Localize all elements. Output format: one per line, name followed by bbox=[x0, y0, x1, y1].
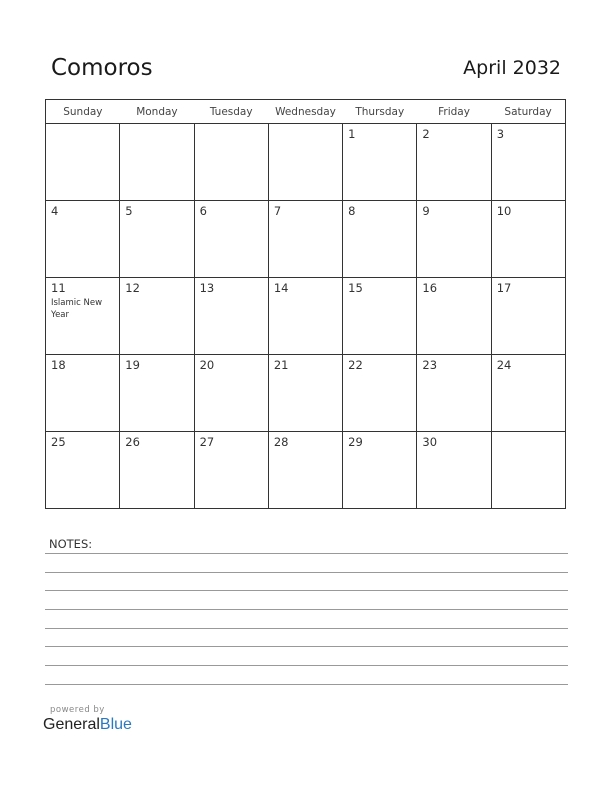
day-number: 5 bbox=[125, 204, 133, 218]
day-number: 12 bbox=[125, 281, 140, 295]
day-cell bbox=[194, 278, 268, 355]
day-number: 30 bbox=[422, 435, 438, 449]
day-number: 8 bbox=[348, 204, 356, 218]
day-number: 9 bbox=[422, 204, 430, 218]
weekday-wednesday: Wednesday bbox=[268, 100, 342, 124]
day-number: 27 bbox=[199, 435, 215, 449]
week-row bbox=[46, 432, 566, 509]
day-number: 14 bbox=[273, 281, 289, 295]
week-row bbox=[46, 278, 566, 355]
day-cell bbox=[491, 278, 565, 355]
calendar-grid bbox=[45, 99, 566, 509]
day-number: 18 bbox=[51, 358, 66, 372]
day-cell bbox=[120, 355, 194, 432]
day-cell bbox=[46, 355, 120, 432]
notes-label: NOTES: bbox=[49, 537, 93, 551]
weekday-sunday: Sunday bbox=[46, 100, 120, 124]
day-number: 1 bbox=[348, 127, 356, 141]
day-number: 19 bbox=[125, 358, 140, 372]
day-number: 17 bbox=[496, 281, 512, 295]
day-cell bbox=[268, 432, 342, 509]
day-cell bbox=[194, 355, 268, 432]
day-number: 23 bbox=[422, 358, 438, 372]
day-cell bbox=[268, 124, 342, 201]
brand-blue: Blue bbox=[99, 716, 132, 733]
day-cell bbox=[46, 278, 120, 355]
day-cell bbox=[343, 278, 417, 355]
day-cell bbox=[46, 432, 120, 509]
day-number: 11 bbox=[51, 281, 66, 295]
day-cell bbox=[343, 432, 417, 509]
day-cell bbox=[268, 355, 342, 432]
brand-general: General bbox=[43, 716, 100, 733]
day-number: 22 bbox=[348, 358, 363, 372]
day-number: 15 bbox=[348, 281, 363, 295]
note-line bbox=[45, 590, 568, 591]
weekday-tuesday: Tuesday bbox=[194, 100, 268, 124]
day-number: 24 bbox=[496, 358, 512, 372]
weekday-thursday: Thursday bbox=[343, 100, 417, 124]
day-number: 3 bbox=[496, 127, 505, 141]
week-row bbox=[46, 124, 566, 201]
note-line bbox=[45, 628, 568, 629]
note-line bbox=[45, 665, 568, 666]
powered-by-text: powered by bbox=[50, 705, 105, 715]
weekday-saturday: Saturday bbox=[491, 100, 565, 124]
day-number: 29 bbox=[348, 435, 363, 449]
day-cell bbox=[120, 124, 194, 201]
day-cell bbox=[120, 432, 194, 509]
day-cell bbox=[120, 201, 194, 278]
weekday-friday: Friday bbox=[417, 100, 491, 124]
day-number: 28 bbox=[273, 435, 289, 449]
month-title: April 2032 bbox=[463, 57, 561, 79]
day-cell bbox=[417, 278, 491, 355]
day-cell bbox=[417, 355, 491, 432]
day-cell bbox=[268, 201, 342, 278]
weekday-header-row bbox=[46, 100, 566, 124]
day-cell bbox=[194, 432, 268, 509]
day-number: 25 bbox=[51, 435, 66, 449]
day-cell bbox=[343, 201, 417, 278]
country-title: Comoros bbox=[51, 55, 153, 81]
weekday-monday: Monday bbox=[120, 100, 194, 124]
week-row bbox=[46, 355, 566, 432]
day-cell bbox=[46, 124, 120, 201]
note-line bbox=[45, 553, 568, 554]
day-cell bbox=[491, 355, 565, 432]
day-cell bbox=[194, 124, 268, 201]
day-number: 13 bbox=[199, 281, 215, 295]
day-cell bbox=[268, 278, 342, 355]
day-number: 4 bbox=[51, 204, 59, 218]
day-cell bbox=[417, 201, 491, 278]
note-line bbox=[45, 609, 568, 610]
day-cell bbox=[491, 432, 565, 509]
day-cell bbox=[491, 124, 565, 201]
day-cell bbox=[417, 124, 491, 201]
generalblue-logo bbox=[43, 716, 132, 734]
day-number: 16 bbox=[422, 281, 438, 295]
note-line bbox=[45, 684, 568, 685]
day-cell bbox=[194, 201, 268, 278]
day-number: 21 bbox=[273, 358, 289, 372]
day-number: 2 bbox=[422, 127, 430, 141]
day-cell bbox=[343, 355, 417, 432]
day-cell bbox=[120, 278, 194, 355]
note-line bbox=[45, 572, 568, 573]
day-cell bbox=[417, 432, 491, 509]
day-number: 6 bbox=[199, 204, 207, 218]
day-number: 10 bbox=[496, 204, 512, 218]
week-row bbox=[46, 201, 566, 278]
day-number: 26 bbox=[125, 435, 140, 449]
day-cell bbox=[491, 201, 565, 278]
holiday-label: Islamic New Year bbox=[51, 298, 103, 320]
day-number: 7 bbox=[273, 204, 282, 218]
note-line bbox=[45, 646, 568, 647]
day-cell bbox=[343, 124, 417, 201]
day-number: 20 bbox=[199, 358, 215, 372]
day-cell bbox=[46, 201, 120, 278]
